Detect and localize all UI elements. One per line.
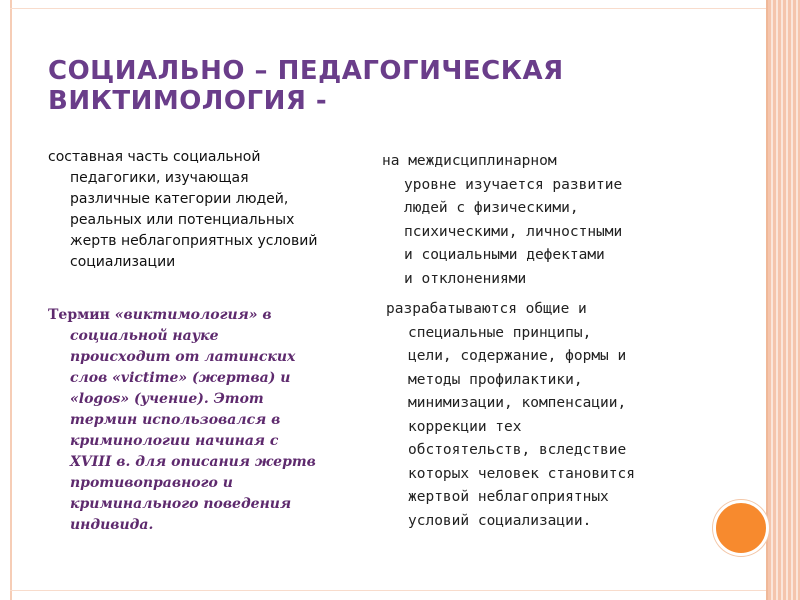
bottom-border-line xyxy=(10,590,768,591)
definition-line-4: реальных или потенциальных xyxy=(70,212,295,228)
term-line-10: криминального поведения xyxy=(70,496,292,512)
right-b2-line-9: жертвой неблагоприятных xyxy=(408,489,609,505)
right-b2-line-10: условий социализации. xyxy=(408,512,592,529)
definition-line-5: жертв неблагоприятных условий xyxy=(70,233,318,249)
left-border-line xyxy=(10,0,12,600)
right-b2-line-6: коррекции тех xyxy=(408,418,522,435)
right-b2-line-3: цели, содержание, формы и xyxy=(408,348,627,364)
title-line-1: СОЦИАЛЬНО – ПЕДАГОГИЧЕСКАЯ xyxy=(48,56,564,86)
definition-text xyxy=(48,147,368,273)
term-line-7: криминологии начиная с xyxy=(70,433,279,449)
definition-line-1: составная часть социальной xyxy=(48,149,261,165)
right-b1-line-6: и отклонениями xyxy=(404,270,527,287)
term-line-6: термин использовался в xyxy=(70,412,281,428)
term-block xyxy=(48,305,358,536)
decorative-stripes xyxy=(768,0,800,600)
definition-line-3: различные категории людей, xyxy=(70,191,289,207)
term-line-1: «виктимология» в xyxy=(114,307,272,323)
term-line-11: индивида. xyxy=(70,517,154,533)
right-b2-line-2: специальные принципы, xyxy=(408,324,592,341)
term-line-4: слов «victime» (жертва) и xyxy=(70,370,291,386)
definition-line-2: педагогики, изучающая xyxy=(70,170,249,186)
top-border-line xyxy=(10,8,768,9)
slide-title xyxy=(48,56,608,116)
definition-block xyxy=(48,147,368,273)
term-line-3: происходит от латинских xyxy=(70,349,296,365)
orange-circle-decoration xyxy=(713,500,769,556)
term-line-5: «logos» (учение). Этот xyxy=(70,391,264,407)
right-b1-line-2: уровне изучается развитие xyxy=(404,176,623,193)
principles-block xyxy=(386,298,706,533)
right-b1-line-3: людей с физическими, xyxy=(404,200,579,216)
term-lead: Термин xyxy=(48,307,110,323)
right-b2-line-1: разрабатываются общие и xyxy=(386,301,587,317)
interdisciplinary-text xyxy=(382,150,702,291)
right-b2-line-4: методы профилактики, xyxy=(408,371,583,388)
interdisciplinary-block xyxy=(382,150,702,291)
term-line-8: XVIII в. для описания жертв xyxy=(70,454,316,470)
principles-text xyxy=(386,298,706,533)
right-b2-line-7: обстоятельств, вследствие xyxy=(408,442,627,458)
definition-line-6: социализации xyxy=(70,254,176,270)
term-line-2: социальной науке xyxy=(70,328,219,344)
right-b1-line-4: психическими, личностными xyxy=(404,223,623,240)
right-b1-line-5: и социальными дефектами xyxy=(404,247,605,263)
term-line-9: противоправного и xyxy=(70,475,233,491)
term-text xyxy=(48,305,358,536)
right-b1-line-1: на междисциплинарном xyxy=(382,153,557,169)
right-b2-line-5: минимизации, компенсации, xyxy=(408,395,627,411)
right-b2-line-8: которых человек становится xyxy=(408,465,635,482)
title-line-2: ВИКТИМОЛОГИЯ - xyxy=(48,86,328,116)
